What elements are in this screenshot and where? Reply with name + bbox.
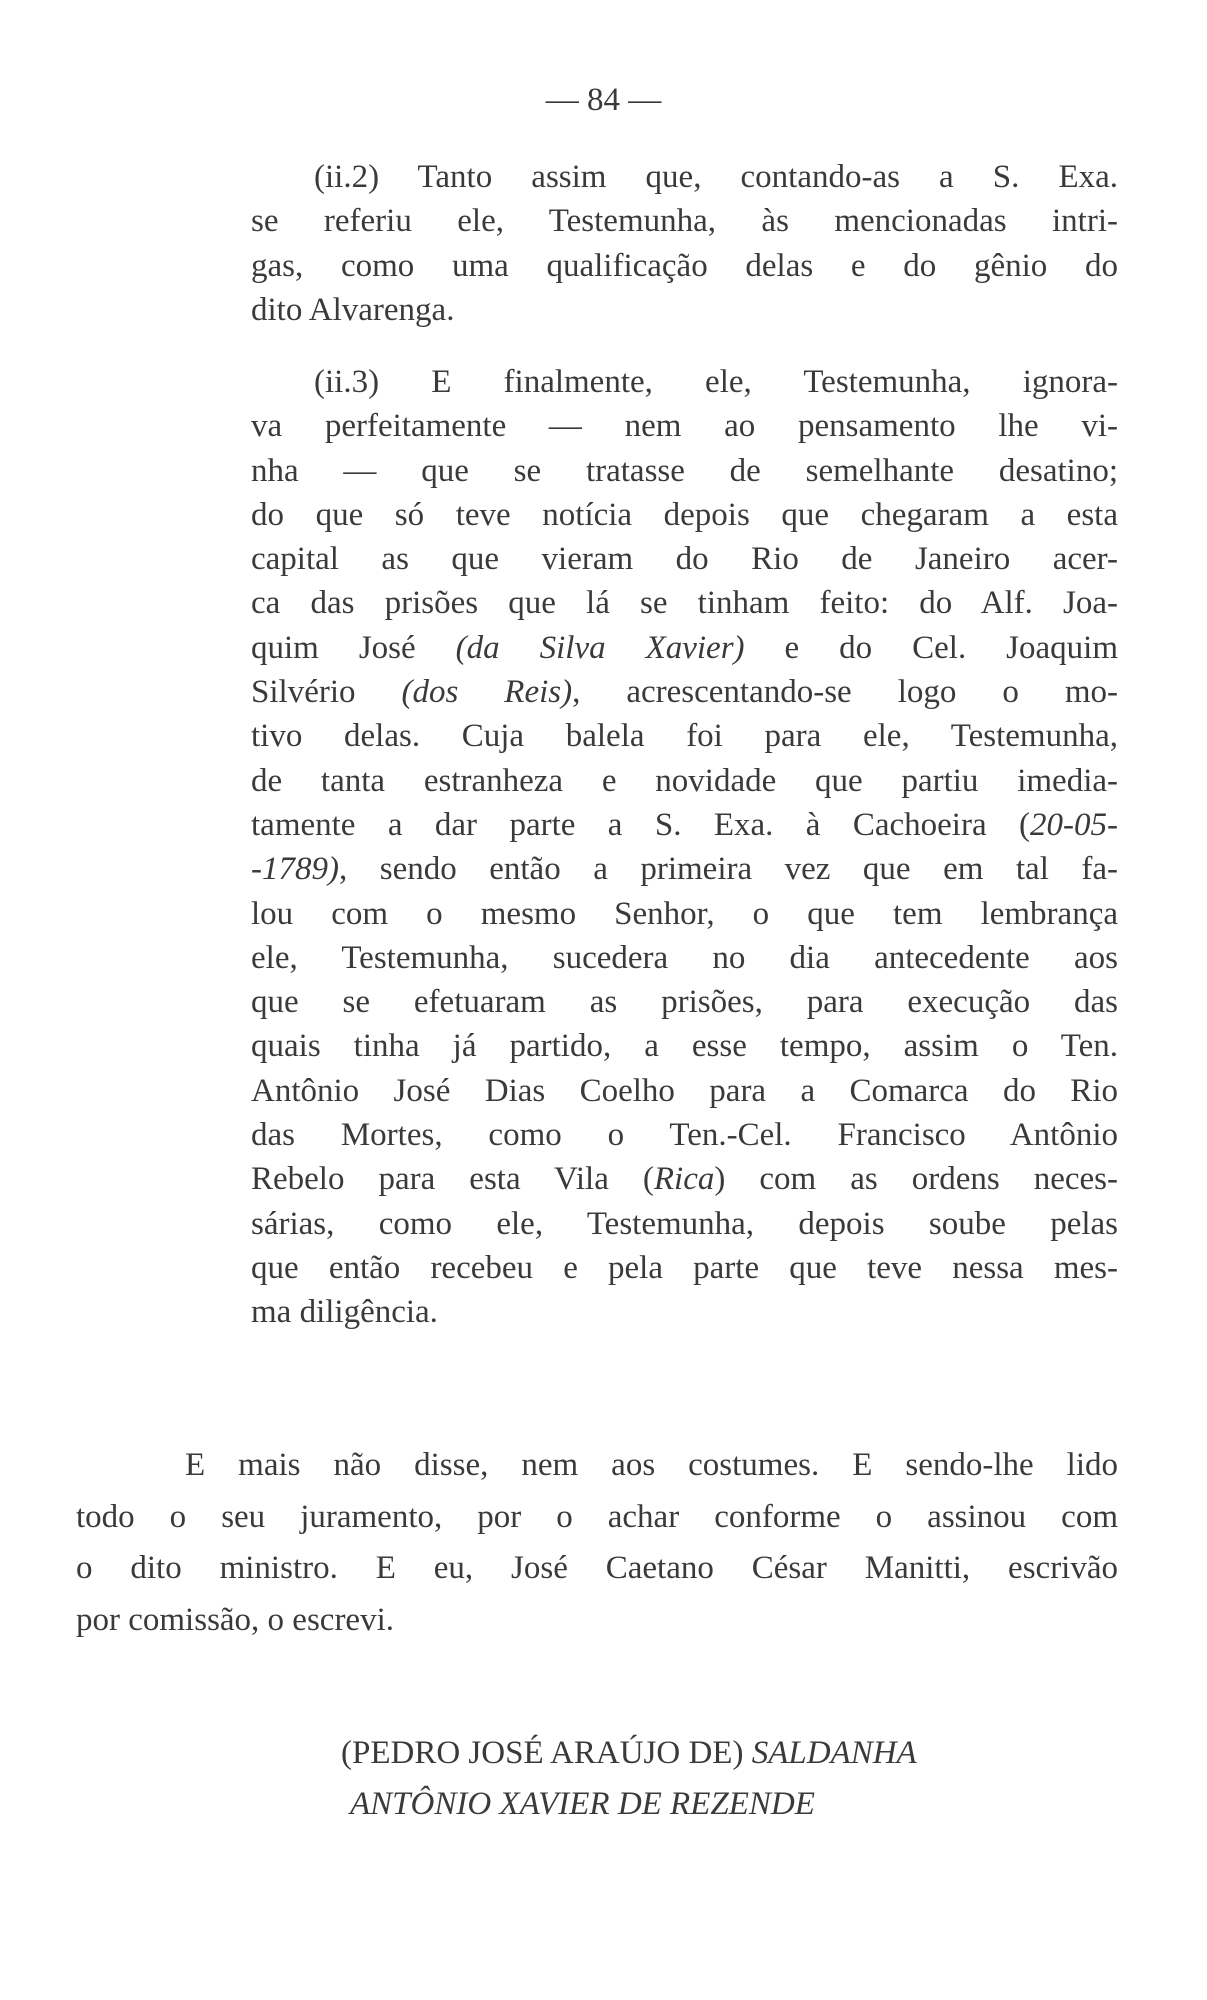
signature-saldanha — [341, 1735, 917, 1772]
text-segment: Antônio José Dias Coelho para a Comarca do Rio — [251, 1072, 1118, 1109]
text-line — [251, 759, 1118, 803]
text-segment: tamente a dar parte a S. Exa. à Cachoeira ( — [251, 806, 1031, 843]
italic-text: -1789) — [251, 851, 339, 888]
signature-name-prefix: (PEDRO JOSÉ ARAÚJO DE) — [341, 1735, 752, 1771]
text-line — [251, 1290, 1118, 1334]
text-line — [251, 670, 1118, 714]
text-line — [251, 892, 1118, 936]
text-line — [251, 199, 1118, 243]
text-segment: o dito ministro. E eu, José Caetano César Manitti, escrivão — [76, 1550, 1118, 1586]
text-line — [251, 980, 1118, 1024]
text-line — [251, 244, 1118, 288]
paragraph-ii-3 — [251, 360, 1118, 1335]
text-segment: nha — que se tratasse de semelhante desatino; — [251, 452, 1118, 489]
text-segment: E mais não disse, nem aos costumes. E sendo-lhe lido — [185, 1447, 1118, 1483]
text-segment: ca das prisões que lá se tinham feito: do Alf. Joa- — [251, 585, 1118, 622]
text-segment: ma diligência. — [251, 1294, 438, 1331]
text-segment: e do Cel. Joaquim — [744, 629, 1118, 666]
italic-text: (da Silva Xavier) — [455, 629, 745, 666]
text-segment: por comissão, o escrevi. — [76, 1601, 394, 1638]
text-line — [251, 803, 1118, 847]
text-segment: sárias, como ele, Testemunha, depois soube pelas — [251, 1205, 1118, 1242]
text-line — [251, 1202, 1118, 1246]
text-segment: , sendo então a primeira vez que em tal fa- — [338, 851, 1118, 888]
text-line — [251, 1157, 1118, 1201]
signature-rezende: ANTÔNIO XAVIER DE REZENDE — [350, 1786, 815, 1822]
text-segment: todo o seu juramento, por o achar conforme o assinou com — [76, 1498, 1118, 1535]
text-segment: ) com as ordens neces- — [714, 1161, 1118, 1198]
italic-text: (dos Reis) — [401, 674, 573, 711]
closing-paragraph — [76, 1440, 1118, 1646]
text-line — [251, 404, 1118, 448]
signature-surname: SALDANHA — [751, 1735, 917, 1771]
page-number: — 84 — — [545, 82, 662, 118]
italic-text: 20-05- — [1030, 806, 1118, 843]
paragraph-ii-2 — [251, 155, 1118, 332]
text-line — [251, 1024, 1118, 1068]
text-line — [251, 155, 1118, 199]
text-line — [251, 581, 1118, 625]
text-line — [76, 1440, 1118, 1492]
text-segment: gas, como uma qualificação delas e do gênio do — [251, 247, 1118, 284]
text-line — [251, 714, 1118, 758]
text-segment: (ii.3) E finalmente, ele, Testemunha, ignora- — [314, 364, 1118, 400]
text-line — [251, 493, 1118, 537]
text-line — [251, 1069, 1118, 1113]
text-line — [251, 1246, 1118, 1290]
text-segment: ele, Testemunha, sucedera no dia antecedente aos — [251, 939, 1118, 976]
text-line — [251, 1113, 1118, 1157]
text-segment: do que só teve notícia depois que chegaram a esta — [251, 496, 1118, 533]
text-segment: que então recebeu e pela parte que teve nessa mes- — [251, 1249, 1118, 1286]
text-line — [251, 449, 1118, 493]
text-line — [251, 288, 1118, 332]
text-line — [76, 1492, 1118, 1544]
text-segment: que se efetuaram as prisões, para execução das — [251, 984, 1118, 1021]
text-segment: tivo delas. Cuja balela foi para ele, Testemunha, — [251, 718, 1118, 755]
text-line — [76, 1595, 1118, 1647]
text-line — [251, 847, 1118, 891]
text-line — [251, 360, 1118, 404]
text-segment: va perfeitamente — nem ao pensamento lhe vi- — [251, 408, 1118, 445]
text-segment: quim José — [251, 629, 456, 666]
text-segment: de tanta estranheza e novidade que partiu imedia- — [251, 762, 1118, 799]
text-line — [251, 537, 1118, 581]
text-line — [251, 626, 1118, 670]
text-segment: Silvério — [251, 674, 402, 711]
text-segment: Rebelo para esta Vila ( — [251, 1161, 654, 1198]
text-line — [251, 936, 1118, 980]
text-segment: capital as que vieram do Rio de Janeiro acer- — [251, 541, 1118, 578]
text-segment: das Mortes, como o Ten.-Cel. Francisco Antônio — [251, 1117, 1118, 1154]
text-segment: dito Alvarenga. — [251, 291, 455, 328]
text-segment: , acrescentando-se logo o mo- — [572, 674, 1118, 711]
text-segment: se referiu ele, Testemunha, às mencionadas intri- — [251, 203, 1118, 240]
text-segment: quais tinha já partido, a esse tempo, assim o Ten. — [251, 1028, 1118, 1065]
italic-text: Rica — [653, 1161, 715, 1198]
text-segment: lou com o mesmo Senhor, o que tem lembrança — [251, 895, 1118, 932]
text-segment: (ii.2) Tanto assim que, contando-as a S. Exa. — [314, 159, 1118, 195]
text-line — [76, 1543, 1118, 1595]
